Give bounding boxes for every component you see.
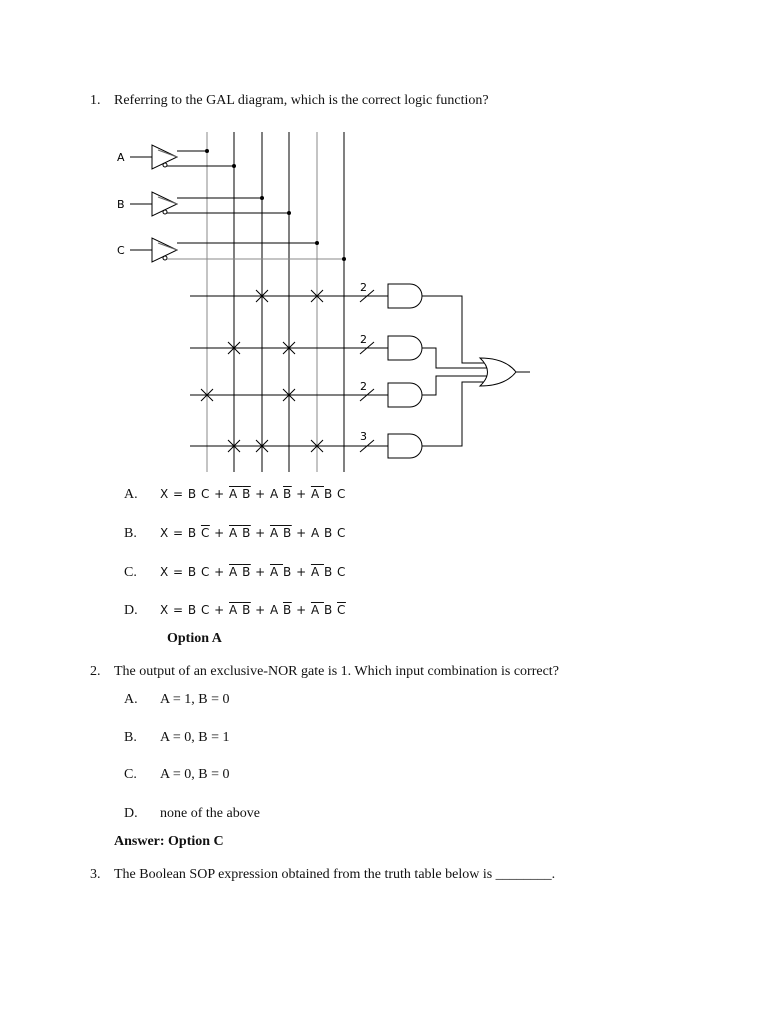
literal: A	[269, 526, 284, 540]
option-label: C.	[124, 767, 137, 782]
option-label: D.	[124, 806, 138, 821]
literal: C	[337, 565, 346, 579]
equation-lead: X =	[160, 603, 188, 617]
plus-sign: +	[291, 526, 311, 540]
input-label-a: A	[117, 151, 125, 164]
input-label-c: C	[117, 244, 125, 257]
option-label: C.	[124, 565, 137, 580]
literal: B	[187, 603, 201, 617]
option-equation	[160, 487, 346, 501]
equation-lead: X =	[160, 487, 188, 501]
literal: $\overline{B}$	[283, 603, 292, 617]
question-number: 2.	[90, 664, 101, 679]
option-equation	[160, 603, 346, 617]
option-equation	[160, 565, 346, 579]
literal: A	[229, 565, 243, 579]
plus-sign: +	[209, 565, 230, 579]
literal: $\overline{B}$	[242, 526, 251, 540]
option-text: A = 0, B = 0	[160, 767, 230, 782]
option-text: A = 0, B = 1	[160, 730, 230, 745]
literal: $\overline{B}$	[242, 565, 251, 579]
literal: B	[283, 565, 292, 579]
plus-sign: +	[291, 487, 311, 501]
question-text: Referring to the GAL diagram, which is the correct logic function?	[114, 93, 489, 108]
literal: $\overline{C}$	[337, 603, 346, 617]
literal: $\overline{B}$	[242, 487, 251, 501]
literal: A	[310, 565, 324, 579]
input-label-b: B	[117, 198, 125, 211]
question-number: 3.	[90, 867, 101, 882]
literal: C	[200, 603, 210, 617]
plus-sign: +	[250, 487, 270, 501]
literal: B	[187, 487, 201, 501]
option-label: A.	[124, 487, 138, 502]
question-text: The Boolean SOP expression obtained from the truth table below is ________.	[114, 867, 556, 882]
literal: B	[323, 603, 338, 617]
literal: A	[310, 526, 324, 540]
literal: C	[337, 487, 346, 501]
literal: C	[200, 487, 210, 501]
literal: B	[187, 526, 201, 540]
option-text: none of the above	[160, 806, 260, 821]
option-label: A.	[124, 692, 138, 707]
option-label: D.	[124, 603, 138, 618]
literal: A	[229, 487, 243, 501]
option-equation	[160, 526, 346, 540]
q1-answer: Option A	[167, 631, 222, 646]
fuse-count: 3	[360, 430, 367, 443]
question-number: 1.	[90, 93, 101, 108]
literal: A	[269, 603, 284, 617]
plus-sign: +	[250, 526, 270, 540]
fuse-count: 2	[360, 281, 367, 294]
literal: A	[229, 603, 243, 617]
plus-sign: +	[209, 487, 230, 501]
fuse-count: 2	[360, 380, 367, 393]
literal: B	[323, 565, 338, 579]
plus-sign: +	[209, 526, 230, 540]
q2-answer: Answer: Option C	[114, 834, 224, 849]
literal: B	[323, 526, 338, 540]
literal: $\overline{C}$	[200, 526, 210, 540]
equation-lead: X =	[160, 565, 188, 579]
literal: A	[229, 526, 243, 540]
literal: A	[310, 487, 324, 501]
plus-sign: +	[291, 565, 311, 579]
question-text: The output of an exclusive-NOR gate is 1. Which input combination is correct?	[114, 664, 559, 679]
fuse-count: 2	[360, 333, 367, 346]
plus-sign: +	[291, 603, 311, 617]
literal: A	[269, 565, 284, 579]
option-label: B.	[124, 730, 137, 745]
literal: C	[337, 526, 346, 540]
literal: B	[323, 487, 338, 501]
option-label: B.	[124, 526, 137, 541]
literal: $\overline{B}$	[283, 487, 292, 501]
literal: $\overline{B}$	[283, 526, 292, 540]
plus-sign: +	[250, 565, 270, 579]
equation-lead: X =	[160, 526, 188, 540]
option-text: A = 1, B = 0	[160, 692, 230, 707]
literal: C	[200, 565, 210, 579]
plus-sign: +	[209, 603, 230, 617]
literal: A	[269, 487, 284, 501]
literal: A	[310, 603, 324, 617]
literal: $\overline{B}$	[242, 603, 251, 617]
plus-sign: +	[250, 603, 270, 617]
literal: B	[187, 565, 201, 579]
